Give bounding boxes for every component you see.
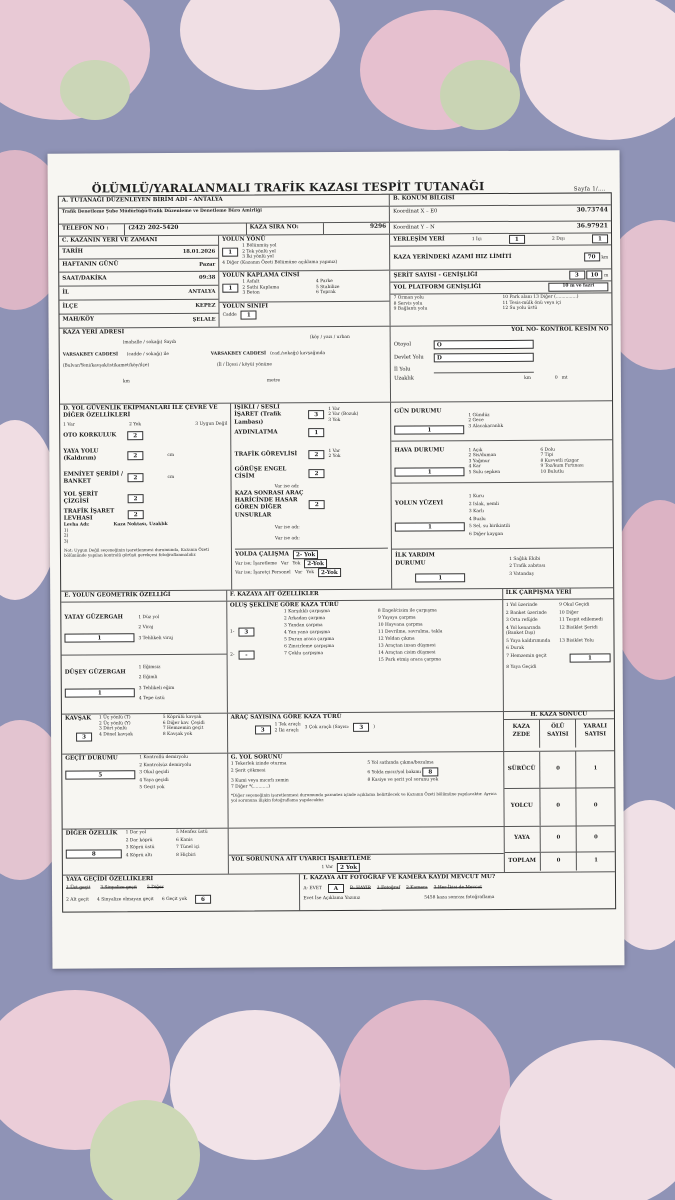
- header-block: [58, 192, 616, 912]
- isikli-box: 3: [308, 410, 324, 419]
- accident-report-form: [48, 150, 625, 968]
- section-d-left: D. YOL GÜVENLİK EKİPMANLARI İLE ÇEVRE VE DİĞER ÖZELLİKLERİ 1 Var 2 Yok 3 Uygun Değil OTO KORKULUK 2 YAYA YOLU (Kaldırım) 2 cm EMNİYET ŞERİDİ / BANKET 2 cm YOL ŞERİT ÇİZGİSİ 2 TRAFİK İŞARET LEVHASI 2 Levha Adı: Kaza Noktası, Uzaklık 1) 2) 3) Not: Uygun Değil seçeneğinin işaretlenmesi durumunda, Kazanın Özeti bölümünde yapılan kontrolü görüşü gerekçesi fotoğraflanmalıdır.: [60, 404, 232, 591]
- emniyet-box: 2: [127, 474, 143, 483]
- yaya-gecidi-section: YAYA GEÇİDİ ÖZELLİKLERİ 1 Üst geçit 3 Sinyalize geçit 5 Diğer 2 Alt geçit 4 Sinyalize olmayan geçit 6 Geçit yok 6: [63, 874, 301, 911]
- gun-durumu-box: 1: [394, 425, 464, 434]
- address-section: KAZA YERİ ADRESİ (mahalle / sokağı) Sayıb VARSAKBEY CADDESİ (cadde / sokağı) ile VARSAKBEY CADDESİ (cad./sokağı) kavşağında (Bulvar/Yeni/kavşak/istikamet/köy/ilçe) (İl / İlçesi / köyü) yönüne km metre (köy / yazı / urban: [60, 327, 392, 404]
- road-section: YOLUN YÖNÜ 1 1 Bölünmüş yol 2 Tek yönlü yol 3 İki yönlü yol 4 Diğer (Kazanın Özeti Bölümüne açıklama yapınız) YOLUN KAPLAMA CİNSİ 1 1 Asfalt 4 Parke 2 Sathi Kaplama 5 Stabilize 3 Beton 6 Toprak YOLUN SINIFI Cadde 1: [219, 235, 391, 327]
- arac-sayisi-section: ARAÇ SAYISINA GÖRE KAZA TÜRÜ 3 1 Tek araçlı 2 İki araçlı 3 Çok araçlı (Sayısı: 3 ): [228, 712, 504, 753]
- ilce-value: KEPEZ: [195, 302, 216, 309]
- date-value: 18.01.2026: [182, 248, 216, 255]
- aydinlatma-box: 1: [308, 428, 324, 437]
- coord-y-field: Koordinat Y – N 36.97921: [393, 222, 608, 231]
- dusey-guzergah-box: 1: [65, 688, 135, 697]
- devlet-box: D: [434, 353, 534, 363]
- yolda-calisma-box: 2- Yok: [293, 550, 318, 559]
- section-d-mid: IŞIKLI / SESLİ İŞARET (Trafik Lambası) 3 1 Var 2 Var (Bozuk) 3 Yok AYDINLATMA 1 TRAFİK GÖREVLİSİ 2 1 Var 2 Yok GÖRÜŞE ENGEL CİSİM 2 Var ise adı: KAZA SONRASI ARAÇ HARİCİNDE HASAR GÖREN DİĞER UNSURLAR 2 Var ise adı: Var ise adı: YOLDA ÇALIŞMA 2- Yok Var ise; İşaretleme Var Yok 2-Yok Var ise; İşaretçi Personel Var Yok 2-Yok: [231, 403, 392, 590]
- yol-no-section: YOL NO- KONTROL KESİM NO Otoyol O Devlet Yolu D İl Yolu Uzaklık km 0 mt: [393, 326, 609, 382]
- section-a-label: A. TUTANAĞI DÜZENLEYEN BİRİM ADI - ANTALYA: [59, 195, 390, 208]
- yatay-guzergah-box: 1: [64, 633, 134, 642]
- yol-yuzeyi-box: 1: [395, 522, 465, 531]
- section-f-top: OLUŞ ŞEKLİNE GÖRE KAZA TÜRÜ 1- 3 2- - 1 Karşılıklı çarpışma 2 Arkadan çarpma 3 Yandan çarpma 4 Yan yana çarpışma 5 Duran araca çarpma 6 Zincirleme çarpışma 7 Çoklu çarpışma 8 Engel/cisim ile çarpışma 9 Yayaya çarpma 10 Hayvana çarpma 11 Devrilme, savrulma, takla 12 Yoldan çıkma 13 Araçtan insan düşmesi 14 Araçtan cisim düşmesi 15 Park etmiş araca çarpma: [227, 600, 504, 713]
- olus-1-box: 3: [238, 628, 254, 637]
- mah-value: ŞELALE: [192, 316, 216, 323]
- arac-count-box: 3: [353, 723, 369, 732]
- phone-label: TELEFON NO :: [59, 224, 125, 235]
- kaplama-box: 1: [222, 284, 238, 293]
- form-title: ÖLÜMLÜ/YARALANMALI TRAFİK KAZASI TESPİT TUTANAĞI: [91, 179, 485, 196]
- yol-sorunu-box: 8: [422, 767, 438, 776]
- section-e-label: E. YOLUN GEOMETRİK ÖZELLİĞİ: [61, 591, 227, 602]
- section-f-label: F. KAZAYA AİT ÖZELLİKLER: [227, 589, 503, 601]
- platform-box: 10 m ve fazri: [548, 282, 608, 291]
- kaza-sonucu-rows-bottom: YAYA 0 0 TOPLAM 0 1: [504, 826, 615, 872]
- olus-2-box: -: [238, 651, 254, 660]
- direction-box: 1: [222, 248, 238, 257]
- hava-durumu-box: 1: [395, 467, 465, 476]
- kavsak-box: 3: [76, 732, 92, 741]
- page-number: Sayfa 1/....: [573, 186, 606, 193]
- hasar-box: 2: [309, 500, 325, 509]
- street-2: VARSAKBEY CADDESİ: [210, 351, 267, 357]
- ilk-yardim-box: 1: [415, 573, 465, 582]
- section-h-label: İLK ÇARPIŞMA YERİ: [505, 589, 572, 596]
- surucu-olu: 0: [540, 752, 577, 788]
- location-section: YERLEŞİM YERİ 1 İçi 1 2 Dışı 1 KAZA YERİNDEKİ AZAMİ HIZ LİMİTİ 70 km ŞERİT SAYISI - GENİŞLİĞİ 3 10 m YOL PLATFORM GENİŞLİĞİ 10 m ve fazri 7 Orman yolu 10 Park alanı 13 Diğer (...............) 8 Servis yolu 11 Tesis-mülk önü veya içi 9 Bağlantı yolu 12 Su yolu üstü: [390, 233, 611, 325]
- il-value: ANTALYA: [188, 288, 216, 296]
- serit-count-box: 3: [569, 270, 585, 279]
- sinif-box: 1: [241, 311, 257, 320]
- ilk-carpisma-box: 1: [569, 653, 610, 662]
- yolcu-olu: 0: [540, 789, 577, 826]
- section-b-label: B. KONUM BİLGİSİ: [392, 195, 455, 202]
- section-d-right: GÜN DURUMU 1 1 Gündüz 2 Gece 3 Alacakaranlık HAVA DURUMU 1 1 Açık 6 Dolu 2 Sis/duman 7 Tipi 3 Yağmur 8 Kuvvetli rüzgar 4 Kar 9 Toz/kum Fırtınası 5 Sulu sepken 10 Bulutlu YOLUN YÜZEYİ 1 1 Kuru 2 Islak, nemli 3 Karlı 4 Buzlu 5 Sel, su birikintili 6 Diğer kaygan İLK YARDIM DURUMU 1 1 Sağlık Ekibi 2 Trafik zabıtası 3 Vatandaş: [391, 401, 613, 588]
- uyari-box: 2 Yok: [337, 863, 360, 872]
- case-no-label: KAZA SIRA NO:: [247, 223, 324, 234]
- street-1: VARSAKBEY CADDESİ: [62, 352, 119, 358]
- yol-sorunu-section: G. YOL SORUNU 1 Tekerlek izinde oturma 5 Yol sathında çıkma/bozulma 2 Şerit çökmesi 6 Yolda mıcır/yol bakımı 8 3 Kumi veya mıcırlı zemin 8 Kasiye ve şerit yol sorunu yok 7 Diğer *(...........) *Diğer seçeneğinin işaretlenmesi durumunda parantez içinde açıklama belirtilecek ve Kazanın Özeti bölümüne yapılacaktır. Ayrıca yol sorununa ilişkin fotoğraflama yapılacaktır.: [228, 752, 504, 828]
- gorus-box: 2: [309, 469, 325, 478]
- serit-cizgi-box: 2: [128, 494, 144, 503]
- coord-x-field: Koordinat X – E0 30.73744: [393, 206, 608, 215]
- phone-value: (242) 202-5420: [125, 224, 247, 236]
- yaya-gecidi-box: 6: [195, 895, 211, 904]
- toplam-olu: 0: [541, 853, 578, 871]
- section-h-top: 1 Yol üzerinde 9 Okul Geçidi 2 Banket üzerinde 10 Diğer 3 Orta refüjde 11 Tespit edilemedi 4 Yol kenarında (Banket Dışı) 12 Bisiklet Şeridi 5 Yaya kaldırımında 13 Bisiklet Yolu 6 Durak 7 Hemzemin geçit 1 8 Yaya Geçidi: [503, 599, 614, 711]
- arac-sayisi-box: 3: [255, 726, 271, 735]
- time-value: 09:38: [198, 274, 216, 281]
- otoyol-box: O: [434, 340, 534, 350]
- section-e-top: YATAY GÜZERGAH 1 1 Düz yol 2 Viraj 3 Tehlikeli viraj DÜŞEY GÜZERGAH 1 1 Eğimsiz 2 Eğimli 3 Tehlikeli eğim 4 Tepe üstü: [61, 602, 227, 714]
- yaya-yarali: 0: [594, 834, 598, 841]
- photo-section: I. KAZAYA AİT FOTOĞRAF VE KAMERA KAYDI MEVCUT MU? A- EVET A B- HAYIR 1 Fotoğraf 2 Kamera 3 Her İkisi de Mevcut Evet İse Açıklama Yazınız 5458 kaza sonrası fotoğraflama: [303, 874, 496, 902]
- surucu-yarali: 1: [593, 765, 598, 772]
- photo-answer-box: A: [328, 884, 344, 893]
- kaza-sonucu-header: H. KAZA SONUCU KAZA ZEDE ÖLÜ SAYISI YARALI SAYISI: [504, 711, 615, 751]
- gecit-section: GEÇİT DURUMU 5 1 Kontrollü demiryolu 2 Kontrolsüz demiryolu 3 Okul geçidi 4 Yaya geçidi 5 Geçit yok: [62, 754, 228, 829]
- yaya-olu: 0: [541, 827, 578, 852]
- serit-width-box: 10: [586, 270, 602, 279]
- day-value: Pazar: [199, 261, 216, 268]
- toplam-yarali: 1: [594, 857, 598, 864]
- yerlesim-box: 1: [509, 235, 525, 244]
- section-c: C. KAZANIN YERİ VE ZAMANI TARİH 18.01.2026 HAFTANIN GÜNÜ Pazar SAAT/DAKİKA 09:38 İL ANTALYA İLÇE KEPEZ MAH/KÖY ŞELALE: [59, 236, 220, 328]
- kavsak-section: KAVŞAK 1 Üç yönlü (T) 5 Köprülü kavşak 2 Üç yönlü (Y) 6 Diğer kav. Çeşidi 3 Dört yönlü 7 Hemzemin geçit 4 Dönel kavşak 8 Kavşak yok 3: [62, 714, 228, 754]
- case-no-value: 9296: [324, 223, 390, 234]
- diger-ozellik-section: DİĞER ÖZELLİK 8 1 Dar yol 5 Menfez üstü 2 Dar köprü 6 Kanis 3 Köprü üstü 7 Tünel içi 4 Köprü altı 8 Hiçbiri: [63, 829, 229, 875]
- speed-box: 70: [584, 252, 600, 261]
- kaza-sonucu-rows-top: SÜRÜCÜ 0 1 YOLCU 0 0: [504, 751, 615, 826]
- gecit-box: 5: [65, 770, 135, 779]
- unit-name: Trafik Denetleme Şube Müdürlüğü-Trafik Düzenleme ve Denetleme Büro Amirliği: [59, 207, 390, 224]
- yolcu-yarali: 0: [593, 802, 598, 809]
- uyari-section: YOL SORUNUNA AİT UYARICI İŞARETLEME 1 Var 2 Yok: [228, 827, 504, 874]
- oto-korkuluk-box: 2: [127, 431, 143, 440]
- trafik-gorevlisi-box: 2: [308, 450, 324, 459]
- diger-ozellik-box: 8: [66, 850, 122, 859]
- yaya-yolu-box: 2: [127, 451, 143, 460]
- levha-box: 2: [128, 511, 144, 520]
